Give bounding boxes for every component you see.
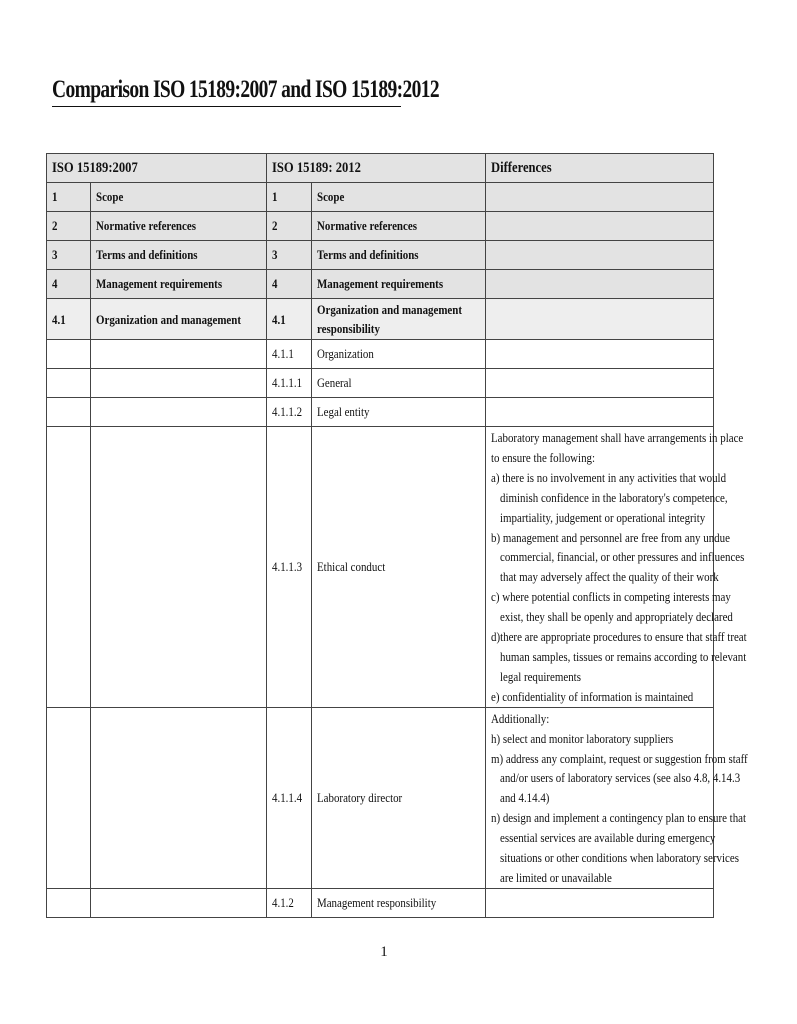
table-header-row: [47, 154, 714, 183]
difference-line: exist, they shall be openly and appropriately declared: [500, 609, 733, 625]
cell-2007-title: Management requirements: [91, 270, 267, 299]
cell-2012-title: Scope: [312, 183, 486, 212]
cell-2012-number: 4.1.1.2: [267, 398, 312, 427]
cell-2007-title: Terms and definitions: [91, 241, 267, 270]
cell-differences: [486, 888, 714, 917]
cell-2007-number: 4: [47, 270, 91, 299]
cell-2007-title: [91, 369, 267, 398]
difference-line: that may adversely affect the quality of their work: [500, 569, 719, 585]
difference-line: a) there is no involvement in any activities that would: [491, 469, 727, 485]
cell-differences: [486, 299, 714, 340]
cell-2007-number: 2: [47, 212, 91, 241]
cell-2012-title: Management responsibility: [312, 888, 486, 917]
difference-line: d)there are appropriate procedures to ensure that staff treat: [491, 629, 747, 645]
cell-2012-number: 1: [267, 183, 312, 212]
cell-2007-title: [91, 427, 267, 708]
header-iso-2012: ISO 15189: 2012: [267, 154, 486, 183]
cell-differences: [486, 707, 748, 888]
cell-2012-title: Management requirements: [312, 270, 486, 299]
table-row: [47, 707, 714, 888]
table-row: [47, 241, 714, 270]
comparison-table-body: [47, 154, 748, 918]
cell-2007-title: Scope: [91, 183, 267, 212]
cell-2012-number: 4.1.1.1: [267, 369, 312, 398]
difference-line: legal requirements: [500, 668, 581, 684]
cell-2007-number: [47, 888, 91, 917]
cell-2007-title: Normative references: [91, 212, 267, 241]
cell-2007-number: 1: [47, 183, 91, 212]
cell-2007-title: [91, 398, 267, 427]
comparison-table: [46, 153, 748, 918]
table-row: [47, 427, 714, 708]
difference-line: impartiality, judgement or operational integrity: [500, 509, 706, 525]
cell-2012-number: 4.1.2: [267, 888, 312, 917]
cell-2007-title: Organization and management: [91, 299, 267, 340]
difference-line: and 4.14.4): [500, 790, 550, 806]
difference-line: c) where potential conflicts in competing interests may: [491, 589, 731, 605]
difference-line: diminish confidence in the laboratory's competence,: [500, 489, 728, 505]
cell-2012-number: 4.1: [267, 299, 312, 340]
table-row: [47, 212, 714, 241]
table-row: [47, 299, 714, 340]
difference-line: human samples, tissues or remains according to relevant: [500, 648, 747, 664]
cell-2007-number: [47, 340, 91, 369]
cell-2007-title: [91, 340, 267, 369]
difference-line: and/or users of laboratory services (see also 4.8, 4.14.3: [500, 770, 741, 786]
difference-line: m) address any complaint, request or suggestion from staff: [491, 750, 748, 766]
difference-line: n) design and implement a contingency plan to ensure that: [491, 810, 747, 826]
difference-line: h) select and monitor laboratory suppliers: [491, 730, 674, 746]
cell-2012-title: Organization: [312, 340, 486, 369]
difference-line: to ensure the following:: [491, 449, 596, 465]
cell-2012-number: 3: [267, 241, 312, 270]
table-row: [47, 270, 714, 299]
cell-2007-title: [91, 707, 267, 888]
cell-differences: [486, 183, 714, 212]
cell-differences: [486, 427, 747, 708]
difference-line: e) confidentiality of information is maintained: [491, 688, 694, 704]
document-title: Comparison ISO 15189:2007 and ISO 15189:2012: [52, 76, 439, 103]
difference-line: Additionally:: [491, 710, 550, 726]
cell-2012-number: 2: [267, 212, 312, 241]
cell-2007-title: [91, 888, 267, 917]
table-row: [47, 888, 714, 917]
cell-2012-title: Laboratory director: [312, 707, 486, 888]
title-underline: [52, 106, 401, 107]
cell-differences: [486, 398, 714, 427]
cell-differences: [486, 212, 714, 241]
header-differences: Differences: [486, 154, 714, 183]
difference-line: b) management and personnel are free from any undue: [491, 529, 730, 545]
difference-line: are limited or unavailable: [500, 869, 612, 885]
cell-2012-title: Terms and definitions: [312, 241, 486, 270]
cell-2007-number: 3: [47, 241, 91, 270]
difference-line: situations or other conditions when laboratory services: [500, 850, 739, 866]
cell-2012-title: General: [312, 369, 486, 398]
cell-2012-number: 4.1.1.3: [267, 427, 312, 708]
table-row: [47, 398, 714, 427]
table-row: [47, 369, 714, 398]
difference-line: Laboratory management shall have arrangements in place: [491, 430, 744, 445]
cell-2007-number: [47, 427, 91, 708]
cell-2007-number: 4.1: [47, 299, 91, 340]
cell-2007-number: [47, 369, 91, 398]
cell-differences: [486, 270, 714, 299]
cell-differences: [486, 340, 714, 369]
cell-differences: [486, 369, 714, 398]
cell-differences: [486, 241, 714, 270]
cell-2012-title: Organization and management responsibility: [312, 299, 486, 340]
difference-line: commercial, financial, or other pressures and influences: [500, 549, 745, 565]
cell-2012-number: 4: [267, 270, 312, 299]
cell-2012-title: Legal entity: [312, 398, 486, 427]
table-row: [47, 183, 714, 212]
page-number: 1: [380, 944, 388, 960]
cell-2012-title: Ethical conduct: [312, 427, 486, 708]
cell-2007-number: [47, 398, 91, 427]
cell-2012-number: 4.1.1.4: [267, 707, 312, 888]
cell-2012-number: 4.1.1: [267, 340, 312, 369]
header-iso-2007: ISO 15189:2007: [47, 154, 267, 183]
table-row: [47, 340, 714, 369]
difference-line: essential services are available during emergency: [500, 830, 716, 846]
cell-2007-number: [47, 707, 91, 888]
cell-2012-title: Normative references: [312, 212, 486, 241]
